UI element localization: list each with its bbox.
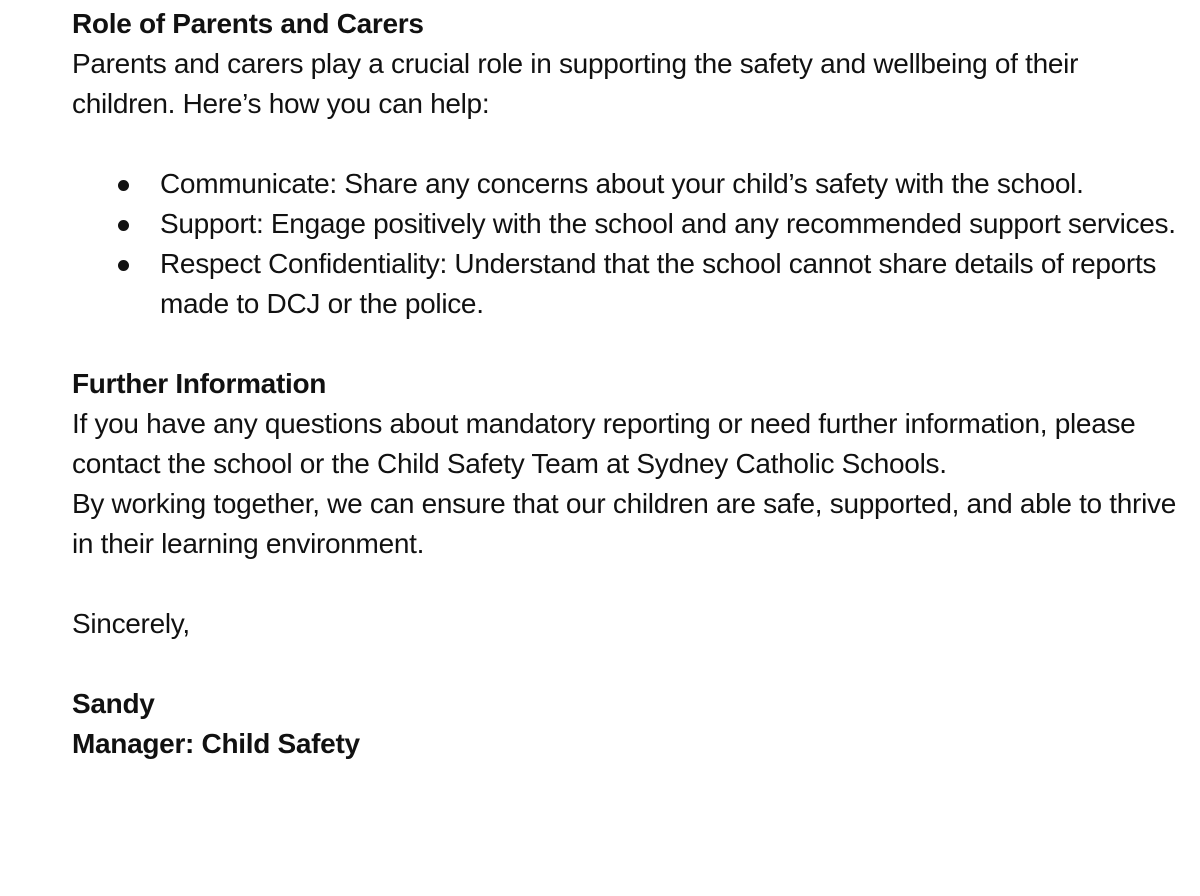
letter-document bbox=[72, 4, 1182, 764]
list-item-confidentiality bbox=[72, 244, 1182, 324]
spacer bbox=[72, 564, 1182, 604]
role-intro: Parents and carers play a crucial role in supporting the safety and wellbeing of their children. Here’s how you can help: bbox=[72, 48, 1079, 119]
bullet-icon bbox=[118, 220, 129, 231]
list-item-text: Support: Engage positively with the school and any recommended support services. bbox=[160, 208, 1176, 239]
list-item-text: Communicate: Share any concerns about your child’s safety with the school. bbox=[160, 168, 1084, 199]
info-paragraph-contact: If you have any questions about mandatory reporting or need further information, please contact the school or the Child Safety Team at Sydney Catholic Schools. bbox=[72, 408, 1136, 479]
spacer bbox=[72, 644, 1182, 684]
bullet-icon bbox=[118, 180, 129, 191]
spacer bbox=[72, 324, 1182, 364]
signatory-title: Manager: Child Safety bbox=[72, 728, 360, 759]
role-heading: Role of Parents and Carers bbox=[72, 8, 424, 39]
list-item-communicate bbox=[72, 164, 1182, 204]
help-list bbox=[72, 164, 1182, 324]
signatory-name: Sandy bbox=[72, 688, 155, 719]
salutation: Sincerely, bbox=[72, 608, 190, 639]
list-item-text: Respect Confidentiality: Understand that the school cannot share details of reports made to DCJ or the police. bbox=[160, 248, 1157, 319]
bullet-icon bbox=[118, 260, 129, 271]
info-paragraph-together: By working together, we can ensure that our children are safe, supported, and able to thrive in their learning environment. bbox=[72, 488, 1176, 559]
info-heading: Further Information bbox=[72, 368, 327, 399]
list-item-support bbox=[72, 204, 1182, 244]
spacer bbox=[72, 124, 1182, 164]
